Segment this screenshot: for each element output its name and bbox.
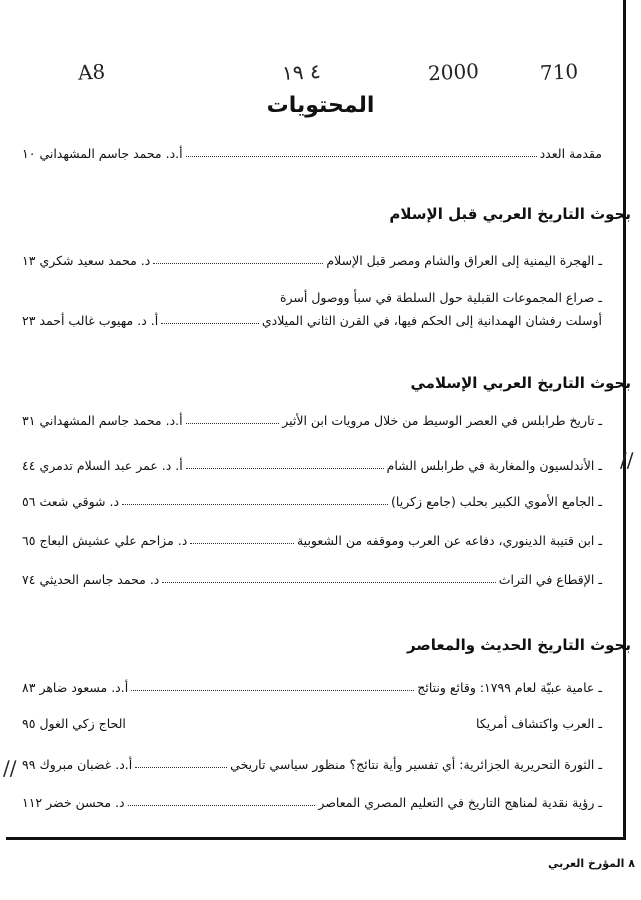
entry-author: أ. د. مهيوب غالب أحمد	[39, 313, 159, 328]
entry-page: ٦٥	[22, 533, 36, 548]
toc-entry[interactable]	[22, 455, 602, 473]
footer-journal: المؤرخ العربي	[547, 857, 625, 870]
margin-mark: ∕∕	[3, 756, 17, 780]
page-title: المحتويات	[266, 93, 375, 118]
handwritten-code: A8	[77, 59, 106, 85]
leader-dots	[186, 156, 537, 157]
entry-page: ٨٣	[22, 680, 36, 695]
entry-title: أوسلت رفشان الهمدانية إلى الحكم فيها، في القرن الثاني الميلادي	[261, 313, 602, 328]
section-heading-islamic: بحوث التاريخ العربي الإسلامي	[410, 374, 631, 392]
entry-title: ـ الإقطاع في التراث	[498, 572, 602, 587]
leader-dots	[128, 805, 316, 806]
entry-page: ٢٣	[22, 313, 36, 328]
toc-entry[interactable]	[22, 310, 602, 328]
leader-dots	[190, 543, 294, 544]
entry-title-line1[interactable]: ـ صراع المجموعات القبلية حول السلطة في سبأ ووصول أسرة	[279, 290, 602, 305]
entry-author: د. محمد جاسم الحديثي	[39, 572, 160, 587]
entry-author: د. مزاحم علي عشيش البعاج	[39, 533, 188, 548]
entry-title: ـ رؤية نقدية لمناهج التاريخ في التعليم المصري المعاصر	[318, 795, 602, 810]
toc-entry[interactable]	[22, 713, 602, 731]
toc-entry[interactable]	[22, 754, 602, 772]
leader-dots	[186, 468, 384, 469]
entry-author: الحاج زكي الغول	[39, 716, 126, 731]
handwritten-year: 2000	[427, 58, 480, 86]
toc-entry[interactable]	[22, 491, 602, 509]
leader-dots	[135, 767, 227, 768]
entry-page: ٧٤	[22, 572, 36, 587]
entry-author: أ.د. غضبان مبروك	[39, 757, 133, 772]
entry-page: ١٣	[22, 253, 36, 268]
entry-page: ٤٤	[22, 458, 36, 473]
entry-author: أ. د. عمر عبد السلام تدمري	[39, 458, 183, 473]
toc-entry[interactable]	[22, 569, 602, 587]
entry-title: ـ عامية عبيّة لعام ١٧٩٩: وقائع ونتائج	[417, 680, 602, 695]
entry-page: ٥٦	[22, 494, 36, 509]
toc-entry[interactable]	[22, 250, 602, 268]
entry-title: ـ تاريخ طرابلس في العصر الوسيط من خلال مرويات ابن الأثير	[282, 413, 602, 428]
entry-page: ٩٩	[22, 757, 36, 772]
section-heading-pre-islamic: بحوث التاريخ العربي قبل الإسلام	[389, 205, 631, 223]
entry-author: د. محسن خضر	[46, 795, 125, 810]
entry-page: ١٠	[22, 146, 36, 161]
entry-title: ـ الأندلسيون والمغاربة في طرابلس الشام	[386, 458, 602, 473]
entry-title: مقدمة العدد	[539, 146, 602, 161]
leader-dots	[131, 690, 414, 691]
entry-author: أ.د. محمد جاسم المشهداني	[39, 413, 183, 428]
entry-page: ٣١	[22, 413, 36, 428]
entry-title: ـ العرب واكتشاف أمريكا	[476, 716, 602, 731]
footer-page-number: ٨	[628, 857, 635, 870]
leader-dots	[122, 504, 388, 505]
leader-dots	[153, 263, 323, 264]
handwritten-ref: 710	[539, 59, 579, 85]
toc-entry[interactable]	[22, 792, 602, 810]
toc-entry[interactable]	[22, 410, 602, 428]
leader-dots	[162, 582, 495, 583]
entry-page: ٩٥	[22, 716, 36, 731]
entry-title: ـ الهجرة اليمنية إلى العراق والشام ومصر قبل الإسلام	[326, 253, 602, 268]
page-footer	[548, 857, 635, 870]
toc-entry-intro[interactable]	[22, 143, 602, 161]
toc-entry[interactable]	[22, 677, 602, 695]
toc-entry[interactable]	[22, 530, 602, 548]
leader-dots	[161, 323, 259, 324]
entry-author: د. محمد سعيد شكري	[39, 253, 151, 268]
entry-title: ـ ابن قتيبة الدينوري، دفاعه عن العرب وموقفه من الشعوبية	[296, 533, 602, 548]
section-heading-modern: بحوث التاريخ الحديث والمعاصر	[406, 636, 631, 654]
entry-page: ١١٢	[22, 795, 43, 810]
entry-author: أ.د. مسعود ضاهر	[39, 680, 129, 695]
margin-mark: ∕∕	[620, 448, 634, 472]
entry-author: أ.د. محمد جاسم المشهداني	[39, 146, 183, 161]
handwritten-number: ٤ ١٩	[281, 59, 322, 85]
entry-title: ـ الجامع الأموي الكبير بحلب (جامع زكريا)	[391, 494, 602, 509]
entry-author: د. شوقي شعث	[39, 494, 120, 509]
leader-dots	[186, 423, 280, 424]
entry-title: ـ الثورة التحريرية الجزائرية: أي تفسير وأية نتائج؟ منظور سياسي تاريخي	[230, 757, 602, 772]
